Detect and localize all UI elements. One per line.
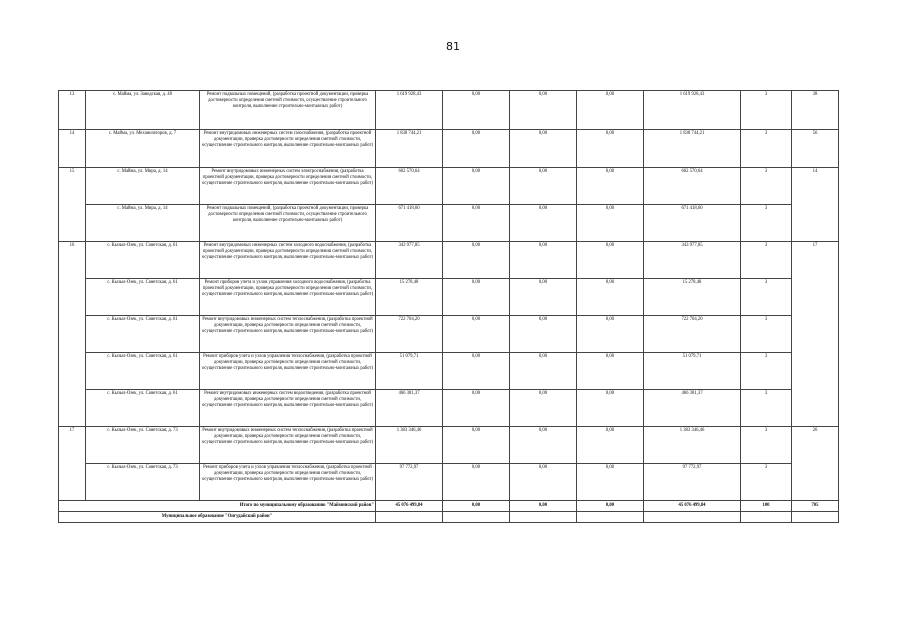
row-number: 14 xyxy=(59,129,86,168)
value-cell: 0,00 xyxy=(510,316,577,353)
year-cell: 3 xyxy=(741,91,792,130)
address-cell: с. Майма, ул. Механизаторов, д. 7 xyxy=(86,129,200,168)
table-row xyxy=(59,464,839,501)
summary-count: 705 xyxy=(792,501,839,512)
work-description-cell: Ремонт внутридомовых инженерных систем теплоснабжения, (разработка проектной документации, проверка достоверности определения сметной стоимости, осуществление строительного контроля, выполнение строительно-монтажных работ) xyxy=(200,316,376,353)
empty-cell xyxy=(644,512,741,523)
year-cell: 3 xyxy=(741,279,792,316)
work-description-cell: Ремонт внутридомовых инженерных систем холодного водоснабжения, (разработка проектной документации, проверка достоверности определения сметной стоимости, осуществление строительного контроля, выполнение строительно-монтажных работ) xyxy=(200,242,376,279)
value-cell: 0,00 xyxy=(577,390,644,427)
address-cell: с. Кызыл-Озек, ул. Советская, д. 61 xyxy=(86,279,200,316)
value-cell: 0,00 xyxy=(443,168,510,205)
value-cell: 0,00 xyxy=(510,427,577,464)
table-row xyxy=(59,427,839,464)
year-cell: 3 xyxy=(741,390,792,427)
total-cell: 15 278,48 xyxy=(644,279,741,316)
table-row xyxy=(59,129,839,168)
row-number: 16 xyxy=(59,242,86,427)
row-number: 13 xyxy=(59,91,86,130)
year-cell: 3 xyxy=(741,464,792,501)
work-description-cell: Ремонт приборов учета и узлов управления холодного водоснабжения, (разработка проектной документации, проверка достоверности определения сметной стоимости, осуществление строительного контроля, выполнение строительно-монтажных работ) xyxy=(200,279,376,316)
value-cell: 0,00 xyxy=(443,427,510,464)
count-cell: 38 xyxy=(792,91,839,130)
total-cell: 602 570,64 xyxy=(644,168,741,205)
summary-value: 0,00 xyxy=(577,501,644,512)
count-cell: 14 xyxy=(792,168,839,242)
total-cell: 343 977,85 xyxy=(644,242,741,279)
total-cell: 1 383 346,46 xyxy=(644,427,741,464)
summary-cost: 45 076 499,84 xyxy=(376,501,443,512)
table-row xyxy=(59,242,839,279)
cost-cell: 671 418,60 xyxy=(376,205,443,242)
value-cell: 0,00 xyxy=(510,353,577,390)
repair-program-table xyxy=(58,90,839,523)
value-cell: 0,00 xyxy=(577,353,644,390)
cost-cell: 1 838 744,21 xyxy=(376,129,443,168)
address-cell: с. Кызыл-Озек, ул. Советская, д. 73 xyxy=(86,464,200,501)
work-description-cell: Ремонт подвальных помещений, (разработка проектной документации, проверка достоверности определения сметной стоимости, осуществление строительного контроля, выполнение строительно-монтажных работ) xyxy=(200,91,376,130)
value-cell: 0,00 xyxy=(443,316,510,353)
value-cell: 0,00 xyxy=(577,279,644,316)
row-number: 15 xyxy=(59,168,86,242)
total-cell: 722 704,20 xyxy=(644,316,741,353)
empty-cell xyxy=(510,512,577,523)
cost-cell: 97 772,97 xyxy=(376,464,443,501)
count-cell: 26 xyxy=(792,427,839,501)
table-row xyxy=(59,205,839,242)
table-row xyxy=(59,316,839,353)
value-cell: 0,00 xyxy=(510,390,577,427)
total-cell: 466 381,37 xyxy=(644,390,741,427)
work-description-cell: Ремонт приборов учета и узлов управления теплоснабжения, (разработка проектной документации, проверка достоверности определения сметной стоимости, осуществление строительного контроля, выполнение строительно-монтажных работ) xyxy=(200,464,376,501)
count-cell: 56 xyxy=(792,129,839,168)
cost-cell: 602 570,64 xyxy=(376,168,443,205)
year-cell: 3 xyxy=(741,353,792,390)
address-cell: с. Кызыл-Озек, ул. Советская, д. 61 xyxy=(86,353,200,390)
summary-total: 45 076 499,84 xyxy=(644,501,741,512)
summary-label: Итого по муниципальному образованию "Майминский район" xyxy=(59,501,376,512)
work-description-cell: Ремонт подвальных помещений, (разработка проектной документации, проверка достоверности определения сметной стоимости, осуществление строительного контроля, выполнение строительно-монтажных работ) xyxy=(200,205,376,242)
value-cell: 0,00 xyxy=(443,464,510,501)
empty-cell xyxy=(741,512,792,523)
value-cell: 0,00 xyxy=(443,242,510,279)
value-cell: 0,00 xyxy=(577,205,644,242)
page-number: 81 xyxy=(446,40,460,53)
address-cell: с. Майма, ул. Мира, д. 14 xyxy=(86,205,200,242)
value-cell: 0,00 xyxy=(577,464,644,501)
value-cell: 0,00 xyxy=(443,129,510,168)
value-cell: 0,00 xyxy=(577,168,644,205)
value-cell: 0,00 xyxy=(443,279,510,316)
count-cell: 17 xyxy=(792,242,839,427)
value-cell: 0,00 xyxy=(443,205,510,242)
table-row xyxy=(59,353,839,390)
value-cell: 0,00 xyxy=(577,242,644,279)
work-description-cell: Ремонт внутридомовых инженерных систем водоотведения, (разработка проектной документации, проверка достоверности определения сметной стоимости, осуществление строительного контроля, выполнение строительно-монтажных работ) xyxy=(200,390,376,427)
value-cell: 0,00 xyxy=(443,390,510,427)
value-cell: 0,00 xyxy=(510,279,577,316)
section-heading-row xyxy=(59,512,839,523)
value-cell: 0,00 xyxy=(577,91,644,130)
value-cell: 0,00 xyxy=(443,353,510,390)
total-cell: 97 772,97 xyxy=(644,464,741,501)
value-cell: 0,00 xyxy=(510,242,577,279)
work-description-cell: Ремонт внутридомовых инженерных систем электроснабжения, (разработка проектной документации, проверка достоверности определения сметной стоимости, осуществление строительного контроля, выполнение строительно-монтажных работ) xyxy=(200,168,376,205)
year-cell: 3 xyxy=(741,168,792,205)
summary-value: 0,00 xyxy=(443,501,510,512)
work-description-cell: Ремонт внутридомовых инженерных систем газоснабжения, (разработка проектной документации, проверка достоверности определения сметной стоимости, осуществление строительного контроля, выполнение строительно-монтажных работ) xyxy=(200,129,376,168)
address-cell: с. Кызыл-Озек, ул. Советская, д. 61 xyxy=(86,242,200,279)
value-cell: 0,00 xyxy=(577,316,644,353)
summary-year: 100 xyxy=(741,501,792,512)
value-cell: 0,00 xyxy=(510,464,577,501)
table-row xyxy=(59,279,839,316)
cost-cell: 343 977,85 xyxy=(376,242,443,279)
total-cell: 1 838 744,21 xyxy=(644,129,741,168)
total-cell: 1 619 928,43 xyxy=(644,91,741,130)
empty-cell xyxy=(577,512,644,523)
year-cell: 3 xyxy=(741,242,792,279)
address-cell: с. Кызыл-Озек, ул. Советская, д. 61 xyxy=(86,316,200,353)
cost-cell: 15 278,48 xyxy=(376,279,443,316)
cost-cell: 466 381,37 xyxy=(376,390,443,427)
summary-row xyxy=(59,501,839,512)
value-cell: 0,00 xyxy=(510,205,577,242)
address-cell: с. Майма, ул. Заводская, д. 48 xyxy=(86,91,200,130)
value-cell: 0,00 xyxy=(510,91,577,130)
value-cell: 0,00 xyxy=(577,427,644,464)
value-cell: 0,00 xyxy=(510,129,577,168)
year-cell: 3 xyxy=(741,129,792,168)
table-row xyxy=(59,168,839,205)
work-description-cell: Ремонт приборов учета и узлов управления теплоснабжения, (разработка проектной документации, проверка достоверности определения сметной стоимости, осуществление строительного контроля, выполнение строительно-монтажных работ) xyxy=(200,353,376,390)
cost-cell: 1 619 928,43 xyxy=(376,91,443,130)
cost-cell: 1 383 346,46 xyxy=(376,427,443,464)
cost-cell: 722 704,20 xyxy=(376,316,443,353)
cost-cell: 51 079,71 xyxy=(376,353,443,390)
address-cell: с. Майма, ул. Мира, д. 14 xyxy=(86,168,200,205)
table-row xyxy=(59,91,839,130)
empty-cell xyxy=(443,512,510,523)
row-number: 17 xyxy=(59,427,86,501)
summary-value: 0,00 xyxy=(510,501,577,512)
value-cell: 0,00 xyxy=(510,168,577,205)
table-row xyxy=(59,390,839,427)
work-description-cell: Ремонт внутридомовых инженерных систем теплоснабжения, (разработка проектной документации, проверка достоверности определения сметной стоимости, осуществление строительного контроля, выполнение строительно-монтажных работ) xyxy=(200,427,376,464)
total-cell: 671 418,60 xyxy=(644,205,741,242)
value-cell: 0,00 xyxy=(443,91,510,130)
value-cell: 0,00 xyxy=(577,129,644,168)
total-cell: 51 079,71 xyxy=(644,353,741,390)
address-cell: с. Кызыл-Озек, ул. Советская, д. 73 xyxy=(86,427,200,464)
empty-cell xyxy=(376,512,443,523)
year-cell: 3 xyxy=(741,427,792,464)
year-cell: 3 xyxy=(741,205,792,242)
empty-cell xyxy=(792,512,839,523)
section-heading: Муниципальное образование "Онгудайский район" xyxy=(59,512,376,523)
address-cell: с. Кызыл-Озек, ул. Советская, д. 61 xyxy=(86,390,200,427)
year-cell: 3 xyxy=(741,316,792,353)
